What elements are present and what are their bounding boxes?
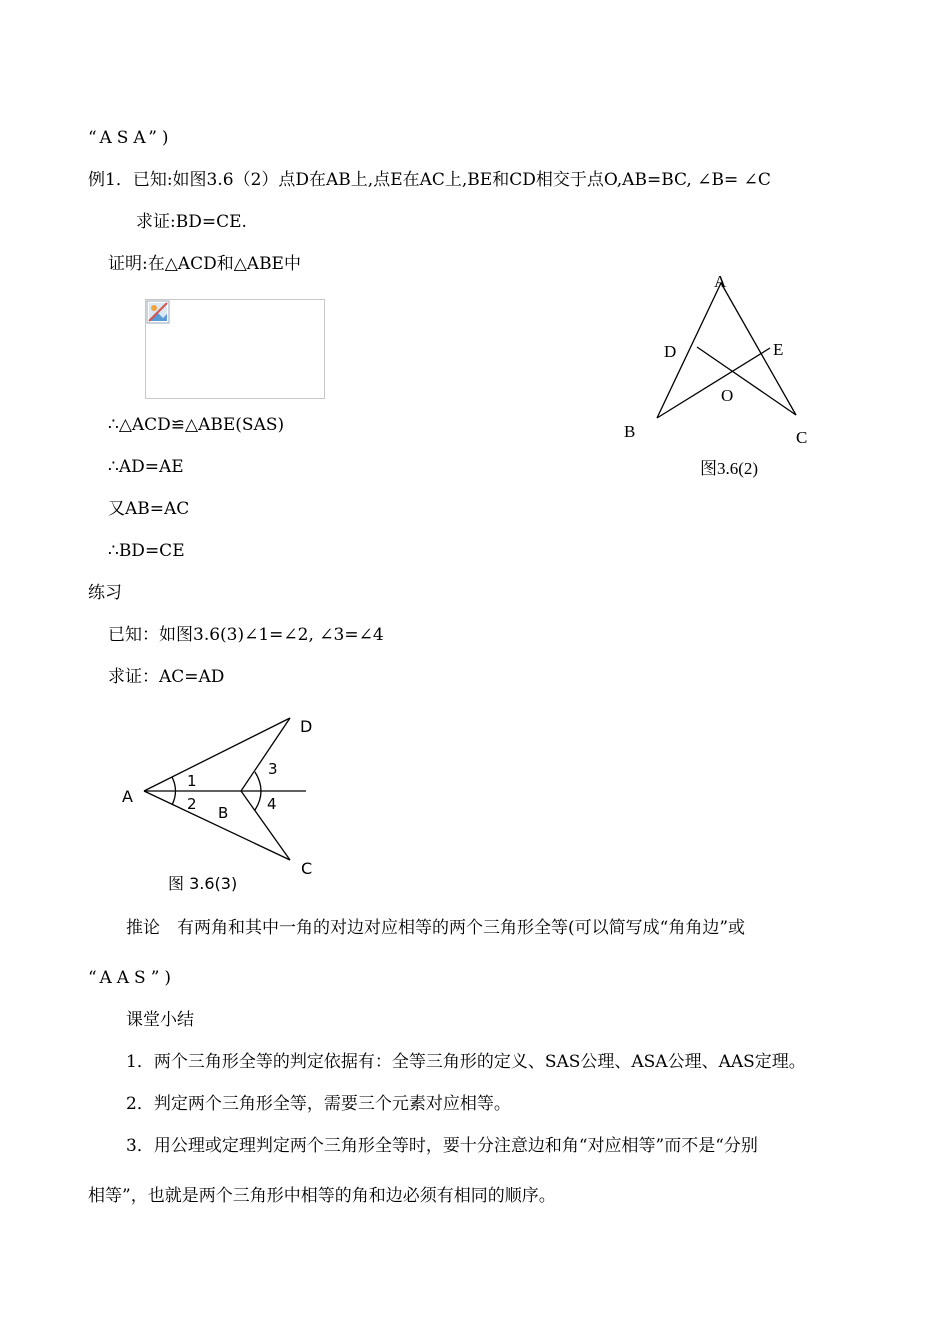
aas-note: “AAS”) <box>88 968 177 988</box>
segment-bd <box>241 718 290 791</box>
asa-note: “ASA”) <box>88 128 174 148</box>
label-d: D <box>300 717 313 736</box>
label-a: A <box>714 272 727 291</box>
label-b: B <box>624 422 636 441</box>
practice-heading: 练习 <box>88 583 122 603</box>
label-angle-2: 2 <box>187 795 197 813</box>
label-e: E <box>773 340 784 359</box>
broken-image-placeholder <box>145 299 325 399</box>
proof-intro: 证明:在△ACD和△ABE中 <box>108 254 301 274</box>
figure-3-6-2 <box>600 265 830 485</box>
label-c: C <box>301 859 313 878</box>
label-a: A <box>122 787 133 806</box>
summary-item-3-continued: 相等”，也就是两个三角形中相等的角和边必须有相同的顺序。 <box>88 1186 556 1206</box>
figure-caption-3-6-2: 图3.6(2) <box>700 459 759 478</box>
label-o: O <box>721 386 734 405</box>
conclusion-ad-ae: ∴AD=AE <box>108 457 184 477</box>
label-b: B <box>218 804 229 822</box>
example-1-prove: 求证:BD=CE. <box>136 212 247 232</box>
corollary-aas: 推论 有两角和其中一角的对边对应相等的两个三角形全等(可以简写成“角角边”或 <box>126 918 746 938</box>
label-angle-3: 3 <box>268 760 278 778</box>
broken-image-icon <box>146 300 170 324</box>
summary-title: 课堂小结 <box>126 1010 194 1030</box>
label-c: C <box>796 428 808 447</box>
conclusion-bd-ce: ∴BD=CE <box>108 541 185 561</box>
label-angle-1: 1 <box>187 772 197 790</box>
example-1-given: 例1．已知:如图3.6（2）点D在AB上,点E在AC上,BE和CD相交于点O,AB=BC, ∠B= ∠C <box>88 170 771 190</box>
practice-given: 已知：如图3.6(3)∠1=∠2, ∠3=∠4 <box>108 625 384 645</box>
label-d: D <box>664 342 677 361</box>
segment-ad <box>144 718 290 791</box>
segment-bc <box>241 791 290 860</box>
conclusion-congruent: ∴△ACD≌△ABE(SAS) <box>108 415 285 435</box>
figure-caption-3-6-3: 图 3.6(3) <box>168 874 238 893</box>
summary-item-1: 1．两个三角形全等的判定依据有：全等三角形的定义、SAS公理、ASA公理、AAS定理。 <box>126 1052 806 1072</box>
figure-3-6-3 <box>110 708 340 898</box>
also-ab-ac: 又AB=AC <box>108 499 190 519</box>
summary-item-2: 2．判定两个三角形全等，需要三个元素对应相等。 <box>126 1094 511 1114</box>
summary-item-3: 3．用公理或定理判定两个三角形全等时，要十分注意边和角“对应相等”而不是“分别 <box>126 1136 758 1156</box>
label-angle-4: 4 <box>267 795 277 813</box>
practice-prove: 求证：AC=AD <box>108 667 225 687</box>
